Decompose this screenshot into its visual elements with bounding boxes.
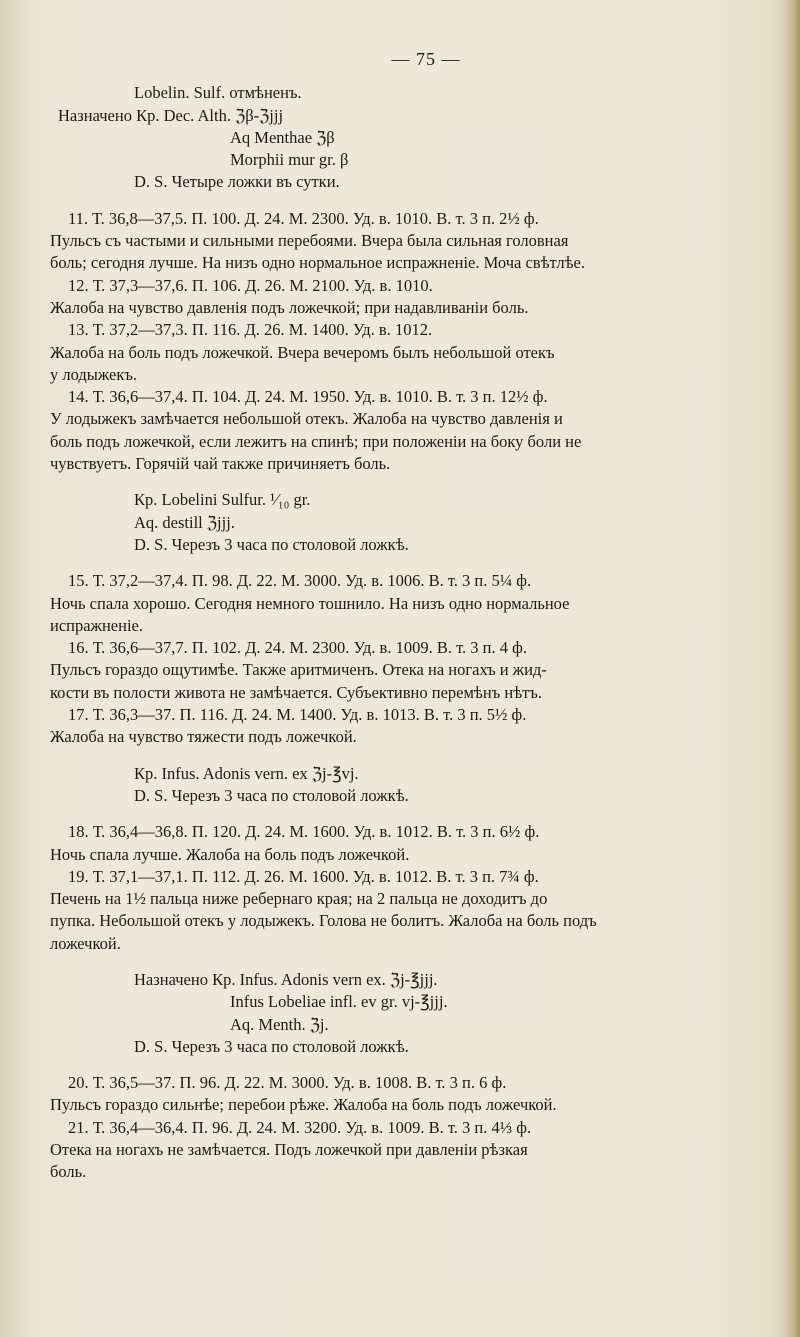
page-number: — 75 — xyxy=(391,49,461,69)
block-gap xyxy=(50,749,762,763)
text-line: боль. xyxy=(50,1162,87,1182)
text-line: Ночь спала хорошо. Сегодня немного тошнило. На низъ одно нормальное xyxy=(50,593,570,613)
text-line: Отека на ногахъ не замѣчается. Подъ ложечкой при давленіи рѣзкая xyxy=(50,1140,528,1160)
text-line: Ночь спала лучше. Жалоба на боль подъ ложечкой. xyxy=(50,844,410,864)
prescription-line: Назначено Кр. Dec. Alth. ℨβ-ℨjjj xyxy=(58,105,284,125)
entry-block xyxy=(50,570,762,748)
prescription-line: D. S. Черезъ 3 часа по столовой ложкѣ. xyxy=(134,534,409,554)
text-line: 13. Т. 37,2—37,3. П. 116. Д. 26. М. 1400. Уд. в. 1012. xyxy=(68,320,433,340)
entry-block xyxy=(50,208,762,476)
text-line: 14. Т. 36,6—37,4. П. 104. Д. 24. М. 1950. Уд. в. 1010. В. т. 3 п. 12½ ф. xyxy=(68,387,548,407)
text-line: пупка. Небольшой отекъ у лодыжекъ. Голова не болитъ. Жалоба на боль подъ xyxy=(50,911,597,931)
prescription-block xyxy=(50,489,762,556)
entry-block xyxy=(50,821,762,955)
text-line: Печень на 1½ пальца ниже ребернаго края; на 2 пальца не доходитъ до xyxy=(50,889,548,909)
prescription-line: Morphii mur gr. β xyxy=(230,150,349,170)
block-gap xyxy=(50,556,762,570)
prescription-line: D. S. Четыре ложки въ сутки. xyxy=(134,172,340,192)
text-line: боль подъ ложечкой, если лежитъ на спинѣ; при положеніи на боку боли не xyxy=(50,431,582,451)
prescription-line: Кр. Infus. Adonis vern. ex ℨj-℥vj. xyxy=(134,763,359,783)
text-line: Жалоба на чувство тяжести подъ ложечкой. xyxy=(50,727,357,747)
block-gap xyxy=(50,955,762,969)
text-line: У лодыжекъ замѣчается небольшой отекъ. Жалоба на чувство давленія и xyxy=(50,409,563,429)
text-line: 15. Т. 37,2—37,4. П. 98. Д. 22. М. 3000. Уд. в. 1006. В. т. 3 п. 5¼ ф. xyxy=(68,571,532,591)
text-line: 17. Т. 36,3—37. П. 116. Д. 24. М. 1400. Уд. в. 1013. В. т. 3 п. 5½ ф. xyxy=(68,705,527,725)
prescription-line: Aq. Menth. ℨj. xyxy=(230,1014,329,1034)
text-line: у лодыжекъ. xyxy=(50,364,138,384)
text-line: Жалоба на боль подъ ложечкой. Вчера вечеромъ былъ небольшой отекъ xyxy=(50,342,555,362)
text-line: 12. Т. 37,3—37,6. П. 106. Д. 26. М. 2100. Уд. в. 1010. xyxy=(68,275,433,295)
text-line: 20. Т. 36,5—37. П. 96. Д. 22. М. 3000. Уд. в. 1008. В. т. 3 п. 6 ф. xyxy=(68,1073,507,1093)
page-edge-shadow xyxy=(784,0,800,1337)
block-gap xyxy=(50,807,762,821)
text-line: Пульсъ гораздо сильнѣе; перебои рѣже. Жалоба на боль подъ ложечкой. xyxy=(50,1095,557,1115)
prescription-block xyxy=(50,763,762,808)
text-line: Жалоба на чувство давленія подъ ложечкой; при надавливаніи боль. xyxy=(50,297,529,317)
text-line: 21. Т. 36,4—36,4. П. 96. Д. 24. М. 3200. Уд. в. 1009. В. т. 3 п. 4⅓ ф. xyxy=(68,1117,532,1137)
block-gap xyxy=(50,194,762,208)
text-line: ложечкой. xyxy=(50,933,121,953)
text-line: Пульсъ съ частыми и сильными перебоями. Вчера была сильная головная xyxy=(50,231,569,251)
text-blocks xyxy=(50,82,762,1183)
block-gap xyxy=(50,475,762,489)
prescription-line: Infus Lobeliae infl. ev gr. vj-℥jjj. xyxy=(230,992,448,1012)
prescription-block xyxy=(50,82,762,193)
prescription-line: Кр. Lobelini Sulfur. ¹⁄₁₀ gr. xyxy=(134,490,311,510)
prescription-line: Aq Menthae ℨβ xyxy=(230,127,335,147)
text-line: испражненіе. xyxy=(50,615,143,635)
entry-block xyxy=(50,1072,762,1183)
page-content xyxy=(50,48,762,1184)
prescription-line: Aq. destill ℨjjj. xyxy=(134,512,235,532)
text-line: чувствуетъ. Горячій чай также причиняетъ боль. xyxy=(50,454,391,474)
text-line: Пульсъ гораздо ощутимѣе. Также аритмиченъ. Отека на ногахъ и жид- xyxy=(50,660,547,680)
text-line: 19. Т. 37,1—37,1. П. 112. Д. 26. М. 1600. Уд. в. 1012. В. т. 3 п. 7¾ ф. xyxy=(68,866,539,886)
prescription-line: Назначено Кр. Infus. Adonis vern ex. ℨj-℥jjj. xyxy=(134,969,438,989)
prescription-line: Lobelin. Sulf. отмѣненъ. xyxy=(134,83,302,103)
text-line: 16. Т. 36,6—37,7. П. 102. Д. 24. М. 2300. Уд. в. 1009. В. т. 3 п. 4 ф. xyxy=(68,638,527,658)
text-line: кости въ полости живота не замѣчается. Субъективно перемѣнъ нѣтъ. xyxy=(50,682,543,702)
prescription-block xyxy=(50,969,762,1058)
prescription-line: D. S. Черезъ 3 часа по столовой ложкѣ. xyxy=(134,785,409,805)
block-gap xyxy=(50,1058,762,1072)
prescription-line: D. S. Черезъ 3 часа по столовой ложкѣ. xyxy=(134,1036,409,1056)
text-line: боль; сегодня лучше. На низъ одно нормальное испражненіе. Моча свѣтлѣе. xyxy=(50,253,585,273)
text-line: 11. Т. 36,8—37,5. П. 100. Д. 24. М. 2300. Уд. в. 1010. В. т. 3 п. 2½ ф. xyxy=(68,208,539,228)
text-line: 18. Т. 36,4—36,8. П. 120. Д. 24. М. 1600. Уд. в. 1012. В. т. 3 п. 6½ ф. xyxy=(68,822,540,842)
